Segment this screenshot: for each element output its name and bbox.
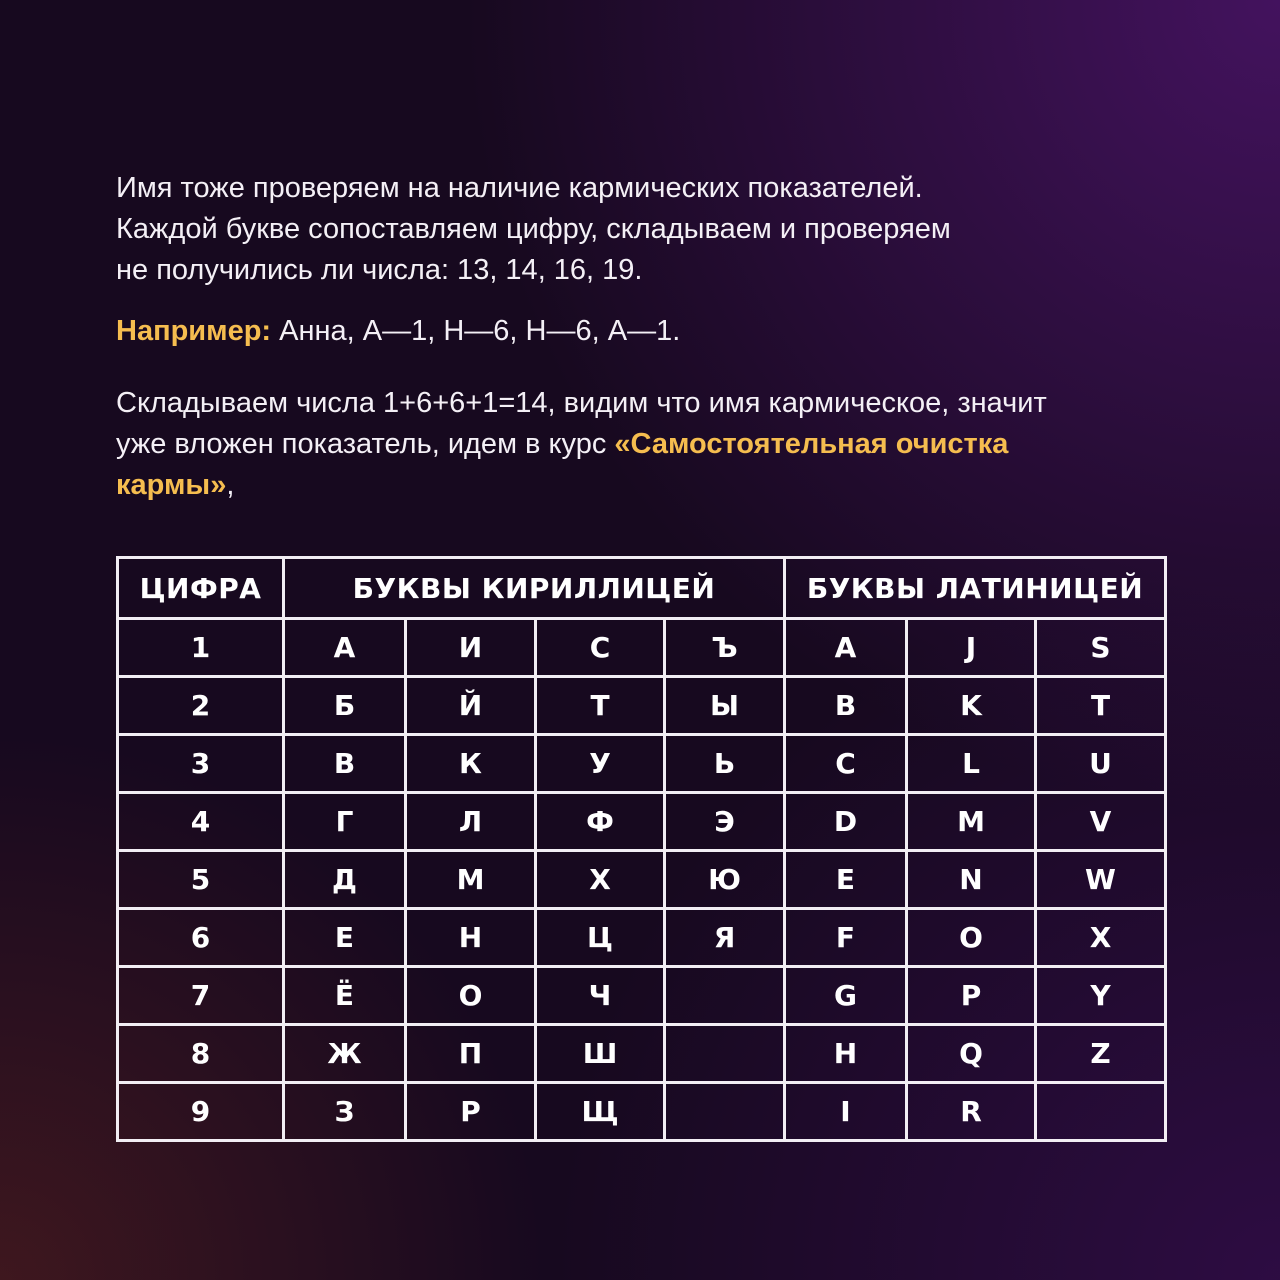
latin-letter-cell: H xyxy=(785,1025,907,1083)
table-body xyxy=(118,619,1166,1141)
table-row xyxy=(118,1083,1166,1141)
letter-number-table xyxy=(116,556,1167,1142)
header-cyrillic: БУКВЫ КИРИЛЛИЦЕЙ xyxy=(284,558,785,619)
cyrillic-letter-cell: Ц xyxy=(536,909,665,967)
latin-letter-cell: J xyxy=(907,619,1036,677)
table-row xyxy=(118,1025,1166,1083)
latin-letter-cell: Z xyxy=(1036,1025,1166,1083)
cyrillic-letter-cell: Р xyxy=(406,1083,536,1141)
example-paragraph xyxy=(116,311,1176,352)
cyrillic-letter-cell: М xyxy=(406,851,536,909)
latin-letter-cell: L xyxy=(907,735,1036,793)
latin-letter-cell: O xyxy=(907,909,1036,967)
digit-cell: 6 xyxy=(118,909,284,967)
table-header-row xyxy=(118,558,1166,619)
table-row xyxy=(118,619,1166,677)
latin-letter-cell: A xyxy=(785,619,907,677)
cyrillic-letter-cell: З xyxy=(284,1083,406,1141)
cyrillic-letter-cell: Э xyxy=(665,793,785,851)
cyrillic-letter-cell: И xyxy=(406,619,536,677)
cyrillic-letter-cell: В xyxy=(284,735,406,793)
latin-letter-cell: K xyxy=(907,677,1036,735)
cyrillic-letter-cell: Д xyxy=(284,851,406,909)
cyrillic-letter-cell: Е xyxy=(284,909,406,967)
cyrillic-letter-cell: Л xyxy=(406,793,536,851)
latin-letter-cell: M xyxy=(907,793,1036,851)
latin-letter-cell: T xyxy=(1036,677,1166,735)
cyrillic-letter-cell xyxy=(665,1083,785,1141)
text-block xyxy=(116,168,1176,506)
conclusion-line-3 xyxy=(116,465,1176,506)
latin-letter-cell: P xyxy=(907,967,1036,1025)
table-row xyxy=(118,677,1166,735)
cyrillic-letter-cell: Ш xyxy=(536,1025,665,1083)
intro-line: Имя тоже проверяем на наличие кармических показателей. xyxy=(116,172,923,204)
latin-letter-cell: E xyxy=(785,851,907,909)
table-row xyxy=(118,735,1166,793)
intro-line: Каждой букве сопоставляем цифру, складываем и проверяем xyxy=(116,213,951,245)
header-latin: БУКВЫ ЛАТИНИЦЕЙ xyxy=(785,558,1166,619)
intro-line: не получились ли числа: 13, 14, 16, 19. xyxy=(116,254,643,286)
cyrillic-letter-cell: Б xyxy=(284,677,406,735)
conclusion-paragraph xyxy=(116,383,1176,506)
cyrillic-letter-cell: П xyxy=(406,1025,536,1083)
cyrillic-letter-cell: Й xyxy=(406,677,536,735)
cyrillic-letter-cell xyxy=(665,967,785,1025)
cyrillic-letter-cell: Ч xyxy=(536,967,665,1025)
cyrillic-letter-cell: Щ xyxy=(536,1083,665,1141)
cyrillic-letter-cell: Ь xyxy=(665,735,785,793)
example-label: Например: xyxy=(116,315,272,347)
cyrillic-letter-cell: С xyxy=(536,619,665,677)
cyrillic-letter-cell: Ж xyxy=(284,1025,406,1083)
cyrillic-letter-cell: Ф xyxy=(536,793,665,851)
course-name-part-2: кармы» xyxy=(116,469,227,501)
digit-cell: 2 xyxy=(118,677,284,735)
latin-letter-cell: W xyxy=(1036,851,1166,909)
conclusion-line-2-text: уже вложен показатель, идем в курс xyxy=(116,428,615,460)
cyrillic-letter-cell: К xyxy=(406,735,536,793)
digit-cell: 7 xyxy=(118,967,284,1025)
letter-number-table-wrapper xyxy=(116,556,1164,1128)
latin-letter-cell: B xyxy=(785,677,907,735)
digit-cell: 3 xyxy=(118,735,284,793)
cyrillic-letter-cell: Т xyxy=(536,677,665,735)
latin-letter-cell: S xyxy=(1036,619,1166,677)
digit-cell: 1 xyxy=(118,619,284,677)
latin-letter-cell xyxy=(1036,1083,1166,1141)
table-row xyxy=(118,851,1166,909)
latin-letter-cell: V xyxy=(1036,793,1166,851)
latin-letter-cell: R xyxy=(907,1083,1036,1141)
table-row xyxy=(118,909,1166,967)
conclusion-suffix: , xyxy=(226,469,235,501)
table-row xyxy=(118,967,1166,1025)
digit-cell: 4 xyxy=(118,793,284,851)
cyrillic-letter-cell: Ё xyxy=(284,967,406,1025)
cyrillic-letter-cell: А xyxy=(284,619,406,677)
latin-letter-cell: I xyxy=(785,1083,907,1141)
cyrillic-letter-cell: Ъ xyxy=(665,619,785,677)
course-name-part-1: «Самостоятельная очистка xyxy=(614,428,1009,460)
cyrillic-letter-cell: Г xyxy=(284,793,406,851)
cyrillic-letter-cell: Ы xyxy=(665,677,785,735)
cyrillic-letter-cell: Я xyxy=(665,909,785,967)
latin-letter-cell: D xyxy=(785,793,907,851)
cyrillic-letter-cell: У xyxy=(536,735,665,793)
latin-letter-cell: Y xyxy=(1036,967,1166,1025)
cyrillic-letter-cell xyxy=(665,1025,785,1083)
latin-letter-cell: C xyxy=(785,735,907,793)
cyrillic-letter-cell: О xyxy=(406,967,536,1025)
example-text: Анна, А—1, Н—6, Н—6, А—1. xyxy=(279,315,681,347)
table-row xyxy=(118,793,1166,851)
header-digit: ЦИФРА xyxy=(118,558,284,619)
latin-letter-cell: Q xyxy=(907,1025,1036,1083)
latin-letter-cell: F xyxy=(785,909,907,967)
digit-cell: 9 xyxy=(118,1083,284,1141)
intro-paragraph xyxy=(116,168,1176,291)
latin-letter-cell: X xyxy=(1036,909,1166,967)
latin-letter-cell: G xyxy=(785,967,907,1025)
latin-letter-cell: U xyxy=(1036,735,1166,793)
cyrillic-letter-cell: Х xyxy=(536,851,665,909)
digit-cell: 8 xyxy=(118,1025,284,1083)
conclusion-line-2 xyxy=(116,424,1176,465)
conclusion-line-1: Складываем числа 1+6+6+1=14, видим что имя кармическое, значит xyxy=(116,387,1047,419)
digit-cell: 5 xyxy=(118,851,284,909)
latin-letter-cell: N xyxy=(907,851,1036,909)
cyrillic-letter-cell: Ю xyxy=(665,851,785,909)
cyrillic-letter-cell: Н xyxy=(406,909,536,967)
